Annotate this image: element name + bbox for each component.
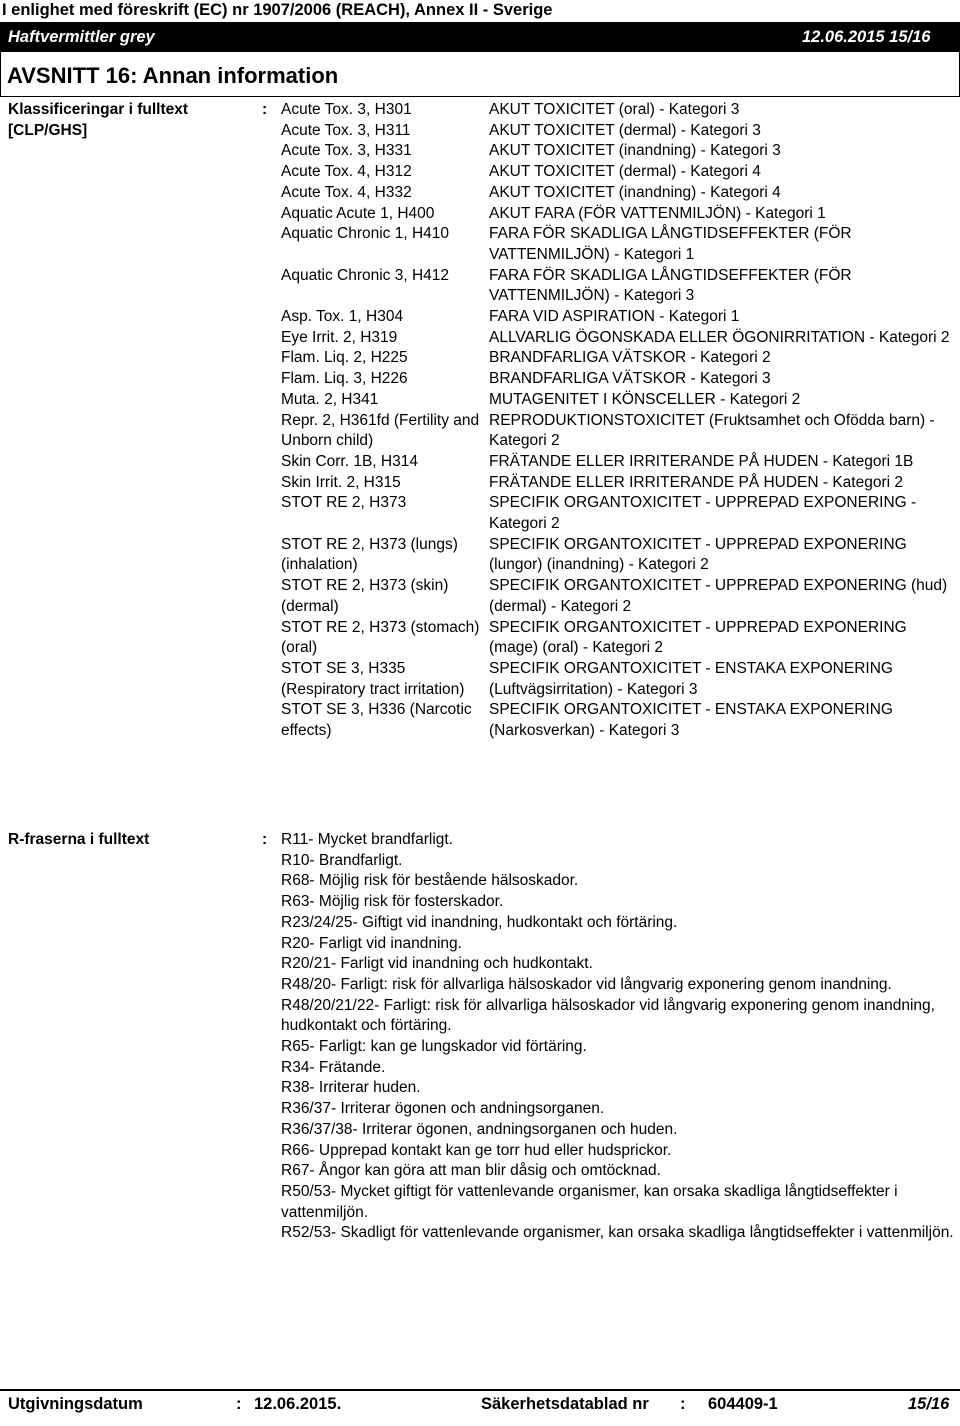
footer-divider [0, 1389, 960, 1391]
r-phrase-item: R38- Irriterar huden. [281, 1079, 421, 1097]
classification-row [281, 224, 956, 265]
classification-row [281, 348, 956, 369]
r-phrase-item: R68- Möjlig risk för bestående hälsoskador. [281, 872, 579, 890]
classification-row [281, 266, 956, 307]
header-date-page: 12.06.2015 15/16 [802, 28, 931, 46]
classification-row [281, 411, 956, 452]
hazard-code: Skin Irrit. 2, H315 [281, 473, 401, 491]
r-phrase-item: R34- Frätande. [281, 1058, 386, 1076]
hazard-code: STOT SE 3, H335 (Respiratory tract irritation) [281, 659, 465, 698]
classification-label-line1: Klassificeringar i fulltext [8, 101, 189, 118]
hazard-code: STOT RE 2, H373 [281, 494, 407, 512]
r-phrase-item: R23/24/25- Giftigt vid inandning, hudkontakt och förtäring. [281, 913, 678, 931]
hazard-code: Aquatic Acute 1, H400 [281, 204, 435, 222]
classification-row [281, 204, 956, 225]
hazard-code: STOT RE 2, H373 (lungs) (inhalation) [281, 535, 458, 574]
r-phrases-colon: : [262, 831, 268, 848]
r-phrase-item: R50/53- Mycket giftigt för vattenlevande organismer, kan orsaka skadliga långtidseffekter i vattenmiljön. [281, 1182, 898, 1221]
footer-page-number: 15/16 [908, 1395, 950, 1413]
hazard-code: Repr. 2, H361fd (Fertility and Unborn child) [281, 411, 480, 450]
r-phrases-list [281, 830, 956, 1244]
hazard-code: STOT RE 2, H373 (stomach) (oral) [281, 618, 480, 657]
classification-row [281, 141, 956, 162]
classification-row [281, 162, 956, 183]
r-phrase-item: R36/37/38- Irriterar ögonen, andningsorganen och huden. [281, 1120, 678, 1138]
hazard-code: STOT RE 2, H373 (skin) (dermal) [281, 577, 449, 615]
hazard-code: Aquatic Chronic 1, H410 [281, 225, 450, 243]
footer-sds-number: 604409-1 [708, 1395, 778, 1413]
classification-row [281, 473, 956, 494]
r-phrases-label: R-fraserna i fulltext [8, 831, 150, 848]
classification-row [281, 183, 956, 204]
classification-label-line2: [CLP/GHS] [8, 122, 88, 139]
hazard-code: Aquatic Chronic 3, H412 [281, 266, 450, 284]
hazard-description: BRANDFARLIGA VÄTSKOR - Kategori 2 [489, 349, 771, 367]
footer-issue-colon: : [236, 1395, 242, 1413]
classification-row [281, 493, 956, 534]
classification-table [281, 100, 956, 742]
hazard-code: Flam. Liq. 2, H225 [281, 349, 408, 367]
hazard-description: FRÄTANDE ELLER IRRITERANDE PÅ HUDEN - Kategori 1B [489, 452, 914, 470]
classification-row [281, 700, 956, 741]
r-phrase-item: R20/21- Farligt vid inandning och hudkontakt. [281, 955, 593, 973]
footer-sds-label: Säkerhetsdatablad nr [481, 1395, 649, 1413]
hazard-description: FARA FÖR SKADLIGA LÅNGTIDSEFFEKTER (FÖR VATTENMILJÖN) - Kategori 3 [489, 266, 852, 305]
section-title: AVSNITT 16: Annan information [7, 63, 339, 88]
r-phrase-item: R20- Farligt vid inandning. [281, 934, 462, 952]
hazard-description: FRÄTANDE ELLER IRRITERANDE PÅ HUDEN - Kategori 2 [489, 473, 904, 491]
classification-row [281, 100, 956, 121]
hazard-description: AKUT TOXICITET (oral) - Kategori 3 [489, 101, 740, 118]
hazard-description: ALLVARLIG ÖGONSKADA ELLER ÖGONIRRITATION - Kategori 2 [489, 328, 950, 346]
hazard-code: Flam. Liq. 3, H226 [281, 370, 408, 388]
classification-row [281, 328, 956, 349]
hazard-description: AKUT TOXICITET (dermal) - Kategori 4 [489, 163, 761, 181]
hazard-code: Acute Tox. 3, H331 [281, 142, 412, 160]
classification-row [281, 659, 956, 700]
footer-issue-label: Utgivningsdatum [8, 1395, 143, 1413]
hazard-description: MUTAGENITET I KÖNSCELLER - Kategori 2 [489, 390, 801, 408]
classification-row [281, 535, 956, 576]
footer-issue-date: 12.06.2015. [254, 1395, 342, 1413]
regulation-title: I enlighet med föreskrift (EC) nr 1907/2006 (REACH), Annex II - Sverige [2, 1, 553, 19]
hazard-code: Asp. Tox. 1, H304 [281, 308, 404, 326]
hazard-description: FARA VID ASPIRATION - Kategori 1 [489, 308, 740, 326]
hazard-description: AKUT TOXICITET (inandning) - Kategori 3 [489, 142, 781, 160]
classification-row [281, 369, 956, 390]
r-phrase-item: R65- Farligt: kan ge lungskador vid förtäring. [281, 1038, 587, 1056]
hazard-description: AKUT TOXICITET (dermal) - Kategori 3 [489, 121, 761, 139]
classification-row [281, 618, 956, 659]
document-header-bar [0, 22, 960, 52]
hazard-description: AKUT FARA (FÖR VATTENMILJÖN) - Kategori 1 [489, 204, 826, 222]
r-phrase-item: R48/20- Farligt: risk för allvarliga hälsoskador vid långvarig exponering genom inandning. [281, 975, 892, 993]
footer-sds-colon: : [680, 1395, 686, 1413]
hazard-code: Eye Irrit. 2, H319 [281, 328, 398, 346]
hazard-description: AKUT TOXICITET (inandning) - Kategori 4 [489, 183, 781, 201]
hazard-code: Acute Tox. 3, H301 [281, 101, 412, 118]
r-phrase-item: R52/53- Skadligt för vattenlevande organismer, kan orsaka skadliga långtidseffekter i vattenmiljön. [281, 1224, 954, 1242]
r-phrase-item: R63- Möjlig risk för fosterskador. [281, 893, 504, 911]
hazard-code: Acute Tox. 4, H332 [281, 183, 412, 201]
r-phrase-item: R66- Upprepad kontakt kan ge torr hud eller hudsprickor. [281, 1141, 672, 1159]
hazard-code: Acute Tox. 4, H312 [281, 163, 412, 181]
hazard-description: SPECIFIK ORGANTOXICITET - UPPREPAD EXPONERING - Kategori 2 [489, 494, 917, 533]
hazard-description: SPECIFIK ORGANTOXICITET - ENSTAKA EXPONERING (Narkosverkan) - Kategori 3 [489, 701, 893, 740]
hazard-code: STOT SE 3, H336 (Narcotic effects) [281, 701, 472, 740]
classification-colon: : [262, 101, 268, 118]
hazard-code: Skin Corr. 1B, H314 [281, 452, 418, 470]
hazard-description: REPRODUKTIONSTOXICITET (Fruktsamhet och Ofödda barn) - Kategori 2 [489, 411, 935, 450]
hazard-description: SPECIFIK ORGANTOXICITET - UPPREPAD EXPONERING (mage) (oral) - Kategori 2 [489, 618, 907, 657]
r-phrase-item: R11- Mycket brandfarligt. [281, 831, 453, 848]
hazard-code: Muta. 2, H341 [281, 390, 379, 408]
hazard-code: Acute Tox. 3, H311 [281, 121, 411, 139]
r-phrase-item: R67- Ångor kan göra att man blir dåsig och omtöcknad. [281, 1162, 661, 1180]
r-phrase-item: R48/20/21/22- Farligt: risk för allvarliga hälsoskador vid långvarig exponering genom inandning, hudkontakt och förtäring. [281, 996, 935, 1035]
hazard-description: SPECIFIK ORGANTOXICITET - UPPREPAD EXPONERING (hud) (dermal) - Kategori 2 [489, 577, 948, 615]
classification-row [281, 390, 956, 411]
r-phrase-item: R36/37- Irriterar ögonen och andningsorganen. [281, 1100, 605, 1118]
product-name: Haftvermittler grey [8, 28, 155, 46]
classification-row [281, 452, 956, 473]
classification-row [281, 121, 956, 142]
hazard-description: BRANDFARLIGA VÄTSKOR - Kategori 3 [489, 370, 771, 388]
r-phrase-item: R10- Brandfarligt. [281, 851, 403, 869]
hazard-description: SPECIFIK ORGANTOXICITET - ENSTAKA EXPONERING (Luftvägsirritation) - Kategori 3 [489, 659, 893, 698]
hazard-description: FARA FÖR SKADLIGA LÅNGTIDSEFFEKTER (FÖR VATTENMILJÖN) - Kategori 1 [489, 225, 852, 263]
classification-row [281, 576, 956, 617]
classification-row [281, 307, 956, 328]
hazard-description: SPECIFIK ORGANTOXICITET - UPPREPAD EXPONERING (lungor) (inandning) - Kategori 2 [489, 535, 907, 574]
